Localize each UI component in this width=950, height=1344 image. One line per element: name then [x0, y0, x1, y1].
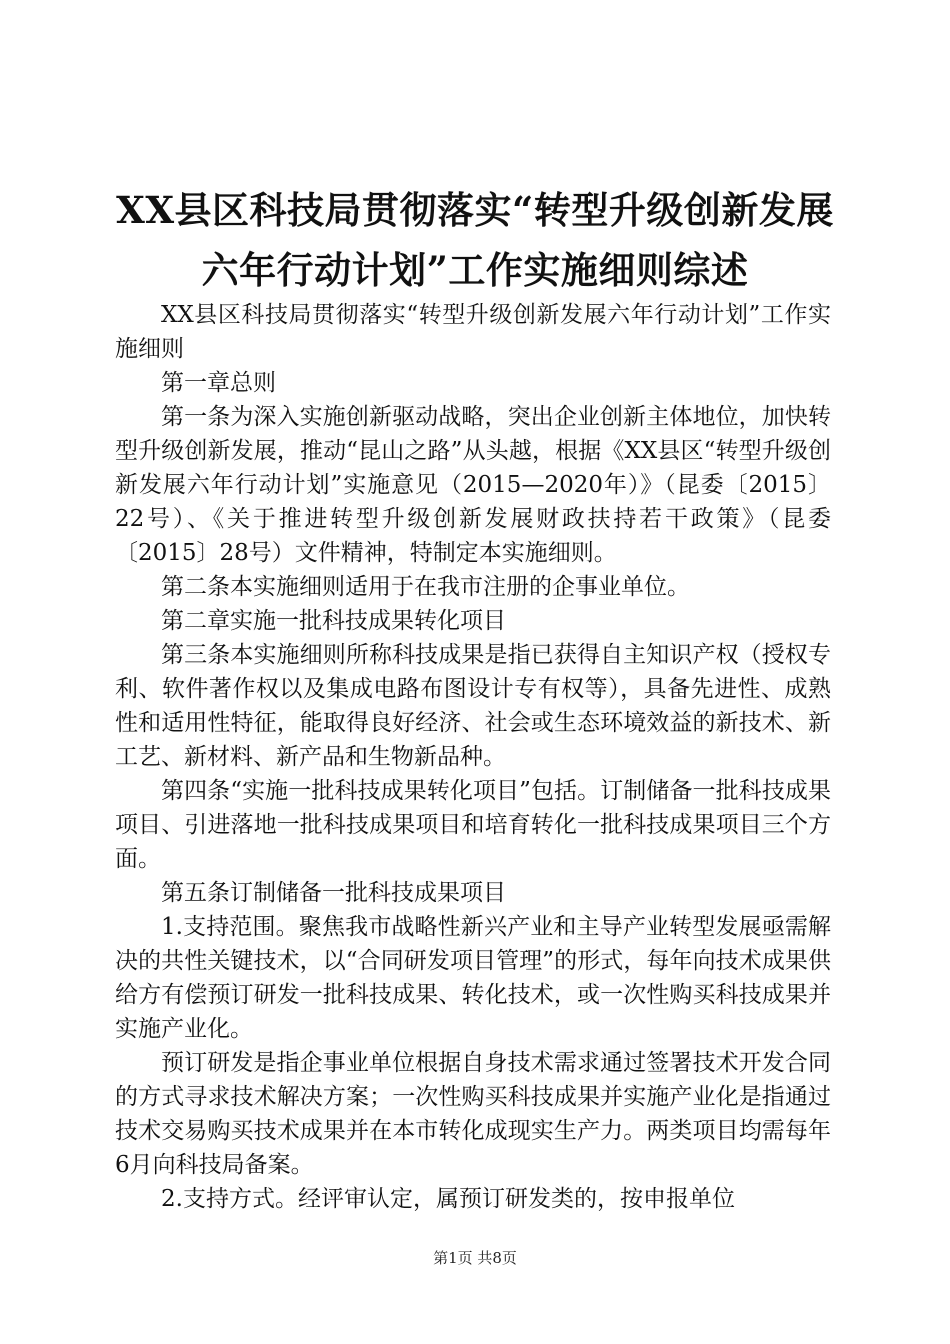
paragraph-article-2: 第二条本实施细则适用于在我市注册的企事业单位。	[161, 574, 690, 600]
paragraph-article-1: 第一条为深入实施创新驱动战略，突出企业创新主体地位，加快转型升级创新发展，推动“昆山之路”从头越，根据《XX县区“转型升级创新发展六年行动计划”实施意见（2015—2020年）》（昆委〔2015〕22号）、《关于推进转型升级创新发展财政扶持若干政策》（昆委〔2015〕28号）文件精神，特制定本实施细则。	[115, 404, 831, 566]
document-title-line-2: 六年行动计划”工作实施细则综述	[201, 248, 749, 292]
paragraph-chapter-1-heading: 第一章总则	[161, 370, 276, 396]
document-body	[115, 298, 831, 1216]
page-number-footer: 第1页 共8页	[433, 1249, 517, 1267]
paragraph-chapter-2-heading: 第二章实施一批科技成果转化项目	[161, 608, 506, 634]
paragraph-article-3: 第三条本实施细则所称科技成果是指已获得自主知识产权（授权专利、软件著作权以及集成电路布图设计专有权等），具备先进性、成熟性和适用性特征，能取得良好经济、社会或生态环境效益的新技术、新工艺、新材料、新产品和生物新品种。	[115, 642, 831, 770]
paragraph-subtitle: XX县区科技局贯彻落实“转型升级创新发展六年行动计划”工作实施细则	[115, 302, 831, 362]
paragraph-preorder-definition: 预订研发是指企事业单位根据自身技术需求通过签署技术开发合同的方式寻求技术解决方案；一次性购买科技成果并实施产业化是指通过技术交易购买技术成果并在本市转化成现实生产力。两类项目均需每年6月向科技局备案。	[115, 1050, 831, 1178]
paragraph-support-scope: 1.支持范围。聚焦我市战略性新兴产业和主导产业转型发展亟需解决的共性关键技术，以“合同研发项目管理”的形式，每年向技术成果供给方有偿预订研发一批科技成果、转化技术，或一次性购买科技成果并实施产业化。	[115, 914, 831, 1042]
paragraph-support-method: 2.支持方式。经评审认定，属预订研发类的，按申报单位	[161, 1186, 735, 1212]
paragraph-article-4: 第四条“实施一批科技成果转化项目”包括。订制储备一批科技成果项目、引进落地一批科技成果项目和培育转化一批科技成果项目三个方面。	[115, 778, 831, 872]
paragraph-article-5: 第五条订制储备一批科技成果项目	[161, 880, 506, 906]
document-title-line-1: XX县区科技局贯彻落实“转型升级创新发展	[116, 188, 834, 232]
